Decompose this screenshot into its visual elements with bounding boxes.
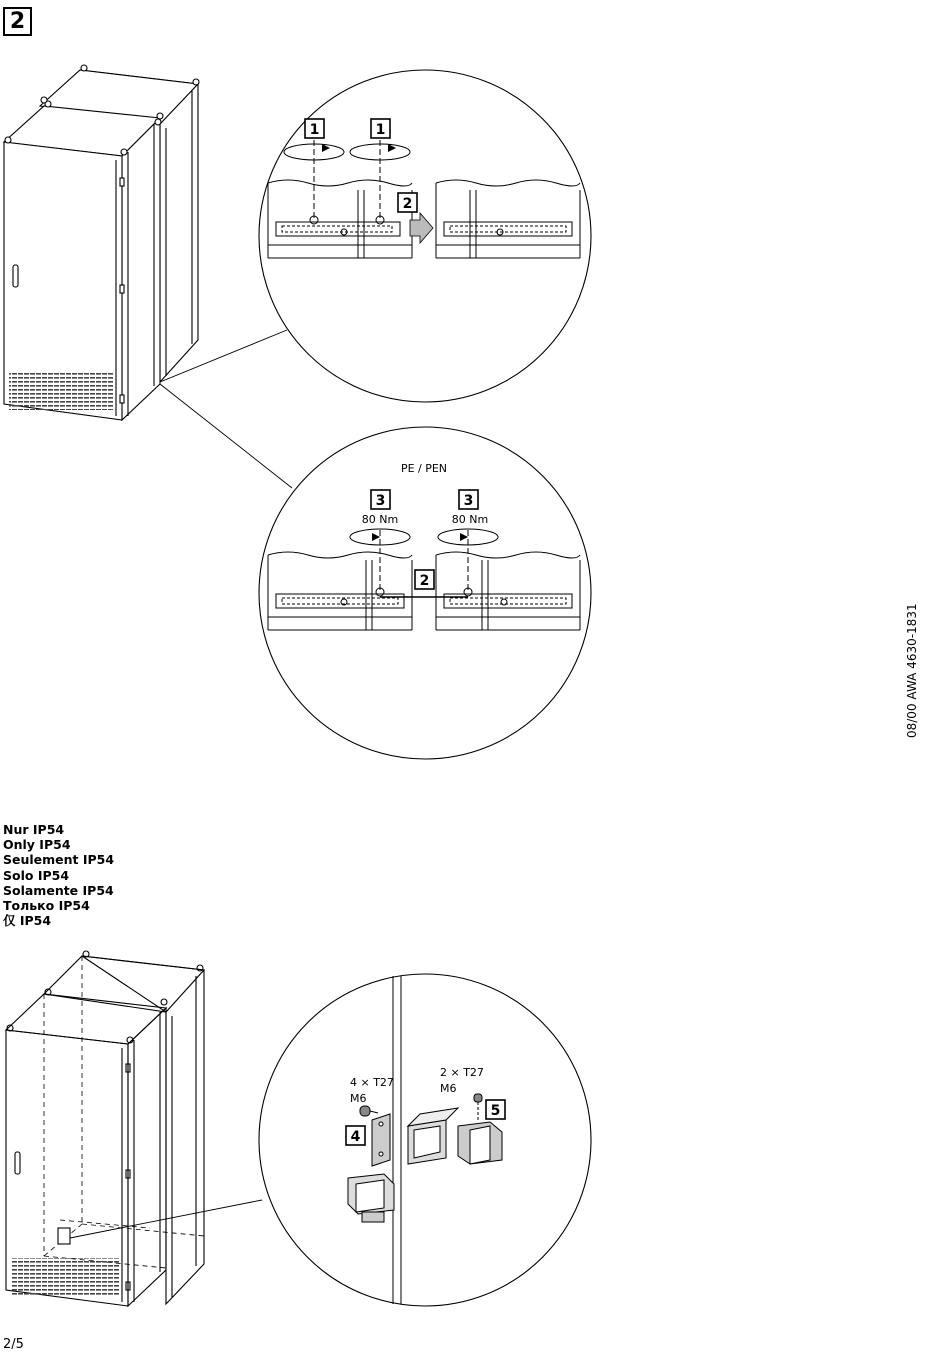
torque-label-b: 80 Nm <box>451 513 489 526</box>
detail-circle-middle <box>259 427 591 759</box>
step-2-marker-top <box>398 193 417 212</box>
note-line: Seulement IP54 <box>3 852 115 868</box>
step-5-marker <box>486 1100 505 1119</box>
note-line: Solo IP54 <box>3 867 70 883</box>
note-line: Only IP54 <box>3 837 71 853</box>
step-1-marker-b <box>371 119 390 138</box>
torque-label-a: 80 Nm <box>361 513 399 526</box>
svg-text:2: 2 <box>419 573 430 589</box>
screws-right-size: M6 <box>440 1082 457 1095</box>
cabinet-pair-top <box>4 65 199 420</box>
svg-text:4: 4 <box>350 1129 361 1145</box>
note-line: Только IP54 <box>3 898 90 914</box>
step-1-marker-a <box>305 119 324 138</box>
cabinet-pair-bottom <box>6 951 204 1306</box>
svg-text:5: 5 <box>490 1103 501 1119</box>
screws-left-count: 4 × T27 <box>350 1076 394 1089</box>
detail-circle-bottom <box>259 974 591 1306</box>
screws-left-size: M6 <box>350 1092 367 1105</box>
note-line: Nur IP54 <box>3 822 65 837</box>
step-2-marker-middle <box>415 570 434 589</box>
note-line: Solamente IP54 <box>3 882 114 898</box>
svg-text:2: 2 <box>402 196 413 212</box>
note-line: 仅 IP54 <box>3 913 52 929</box>
step-4-marker <box>346 1126 365 1145</box>
ip54-note <box>3 822 114 928</box>
step-3-marker-b <box>459 490 478 509</box>
svg-text:1: 1 <box>309 122 320 138</box>
document-code: 08/00 AWA 4630-1831 <box>905 603 919 738</box>
step-number: 2 <box>9 9 26 34</box>
svg-text:3: 3 <box>463 493 474 509</box>
svg-text:1: 1 <box>375 122 386 138</box>
screws-right-count: 2 × T27 <box>440 1066 484 1079</box>
svg-text:3: 3 <box>375 493 386 509</box>
step-3-marker-a <box>371 490 390 509</box>
pe-pen-label: PE / PEN <box>400 462 448 475</box>
page-number: 2/5 <box>3 1337 24 1352</box>
